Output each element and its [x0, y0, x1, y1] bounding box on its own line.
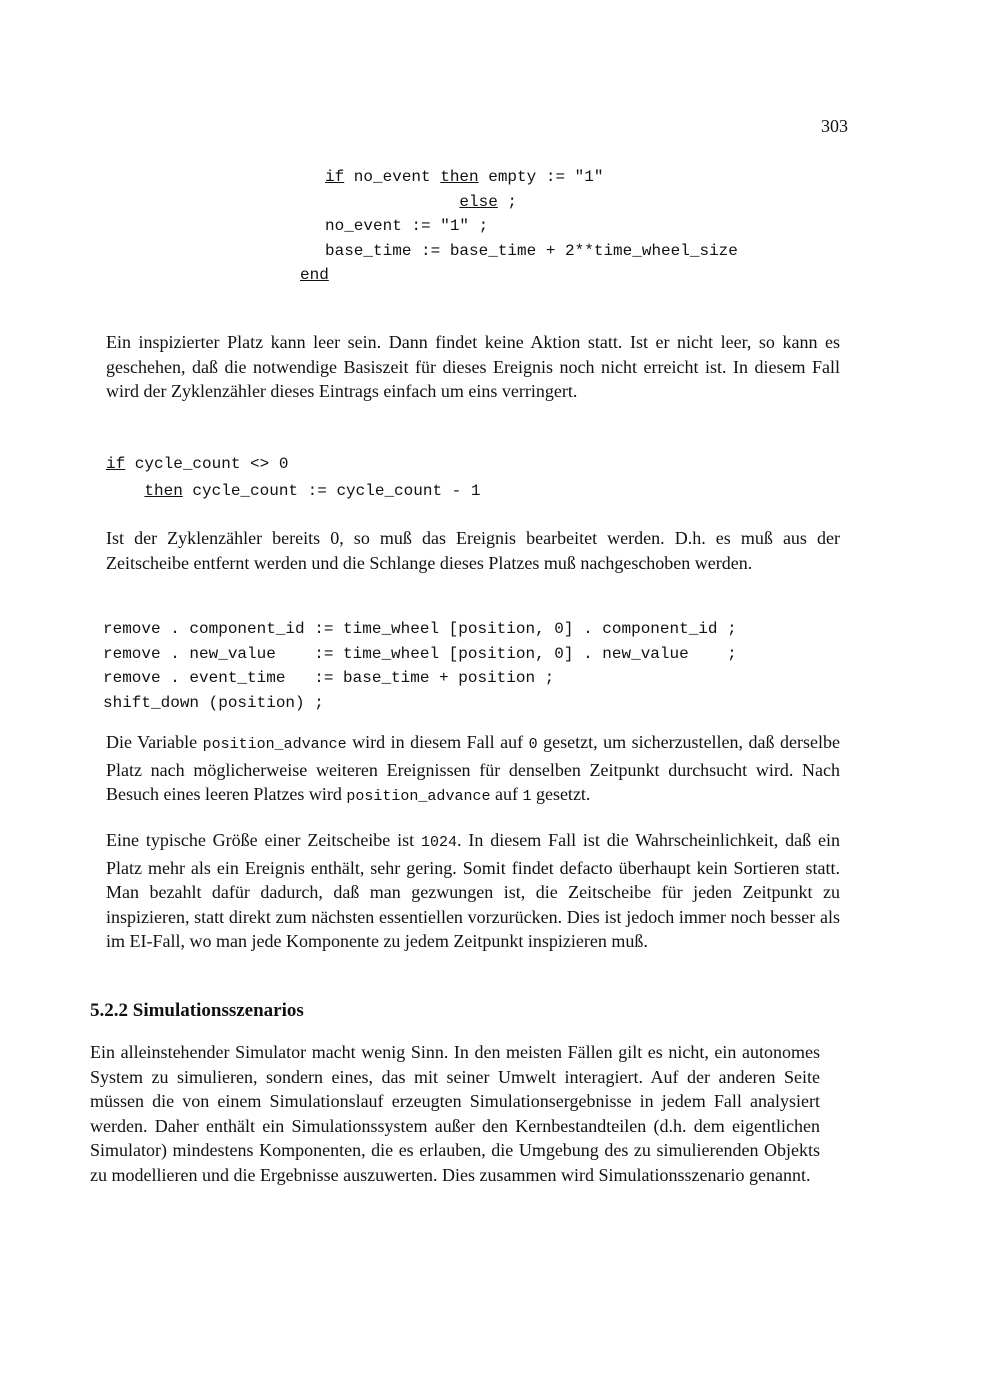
text-run: wird in diesem Fall auf — [346, 732, 529, 752]
inline-code: 1024 — [421, 834, 458, 851]
code-line: shift_down (position) ; — [103, 693, 324, 712]
keyword-else: else — [459, 192, 498, 211]
text-run: Die Variable — [106, 732, 203, 752]
paragraph-typical-size — [106, 828, 840, 954]
code-block-remove — [103, 617, 737, 715]
code-end-line — [300, 263, 329, 288]
code-line: remove . event_time := base_time + position ; — [103, 669, 555, 687]
keyword-end: end — [300, 266, 329, 284]
code-line: base_time := base_time + 2**time_wheel_size — [325, 241, 738, 260]
text-run: . In diesem Fall ist die Wahrscheinlichkeit, daß ein Platz mehr als ein Ereignis enthält, sehr gering. Somit findet defacto überhaupt kein Sortieren statt. Man bezahlt dafür dadurch, daß man gezwungen ist, die Zeitscheibe für jeden Zeitpunkt zu inspizieren, statt direkt zum nächsten essentiellen vorzurücken. Dies ist jedoch immer noch besser als im EI-Fall, wo man jede Komponente zu jedem Zeitpunkt inspizieren muß. — [106, 830, 840, 951]
keyword-if: if — [325, 168, 345, 186]
inline-code: 1 — [522, 788, 532, 805]
code-line: remove . new_value := time_wheel [position, 0] . new_value ; — [103, 644, 737, 663]
keyword-then: then — [144, 482, 183, 500]
keyword-if: if — [106, 455, 126, 473]
paragraph-simulation-scenario: Ein alleinstehender Simulator macht wenig Sinn. In den meisten Fällen gilt es nicht, ein autonomes System zu simulieren, sondern eines, das mit seiner Umwelt interagiert. Auf der anderen Seite müssen die von einem Simulationslauf erzeugten Simulationsergebnisse in jedem Fall analysiert werden. Daher enthält ein Simulationssystem außer den Kernbestandteilen (d.h. dem eigentlichen Simulator) mindestens Komponenten, die es erlauben, die Umgebung des zu simulierenden Objekts zu modellieren und die Ergebnisse auszuwerten. Dies zusammen wird Simulationsszenario genannt. — [90, 1042, 820, 1185]
code-line: remove . component_id := time_wheel [position, 0] . component_id ; — [103, 620, 737, 638]
inline-code: position_advance — [346, 788, 491, 805]
code-line: ; — [497, 192, 518, 211]
paragraph-position-advance — [106, 730, 840, 810]
section-heading: 5.2.2 Simulationsszenarios — [90, 1000, 304, 1021]
paragraph-process-event: Ist der Zyklenzähler bereits 0, so muß das Ereignis bearbeitet werden. D.h. es muß aus der Zeitscheibe entfernt werden und die Schlange dieses Platzes muß nachgeschoben werden. — [106, 528, 840, 573]
page-number: 303 — [821, 116, 848, 136]
code-line: no_event — [344, 168, 441, 186]
code-line: empty := "1" — [478, 168, 604, 186]
code-block-time-wheel — [325, 165, 738, 263]
code-indent — [106, 482, 144, 500]
text-run: gesetzt, um sicherzustellen, daß derselbe Platz nach möglicherweise weiteren Ereignissen für denselben Zeitpunkt durchsucht wird. Nach Besuch eines leeren Platzes wird — [106, 732, 840, 804]
code-line: cycle_count := cycle_count - 1 — [182, 482, 481, 500]
code-line: no_event := "1" ; — [325, 217, 489, 235]
paragraph-inspected-slot: Ein inspizierter Platz kann leer sein. Dann findet keine Aktion statt. Ist er nicht leer, so kann es geschehen, daß die notwendige Basiszeit für dieses Ereignis noch nicht erreicht ist. In diesem Fall wird der Zyklenzähler dieses Eintrags einfach um eins verringert. — [106, 332, 840, 401]
code-line: cycle_count <> 0 — [125, 455, 289, 473]
inline-code: 0 — [528, 736, 538, 753]
text-run: gesetzt. — [531, 784, 591, 804]
keyword-then: then — [440, 168, 479, 186]
text-run: Eine typische Größe einer Zeitscheibe ist — [106, 830, 422, 850]
code-block-cycle-count — [106, 451, 480, 505]
inline-code: position_advance — [202, 736, 347, 753]
code-indent — [325, 193, 459, 211]
text-run: auf — [490, 784, 523, 804]
